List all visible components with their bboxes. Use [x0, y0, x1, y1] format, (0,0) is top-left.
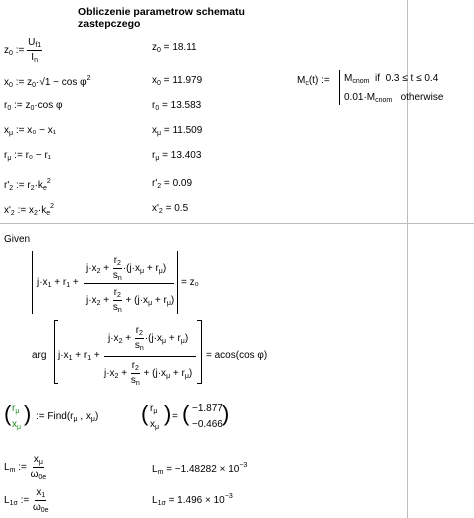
eq1-numerator: $j\cdot x_2$ + $\frac{r_2}{s_n}$ $\cdot(j\cdot x_\mu + r_\mu)$	[86, 255, 167, 282]
result-lm[interactable]: $L_m = -1.48282 \times 10^{-3}$	[152, 462, 248, 476]
eq1-left-term: $j\cdot x_1 + r_1$ +	[37, 277, 79, 289]
mc-definition[interactable]: $M_c(t)$ :=	[297, 75, 330, 87]
def-x0[interactable]: $x_0$ := $z_0\cdot√1 - \cos \varphi^2$	[4, 75, 91, 89]
abs-left-bar	[32, 251, 33, 314]
find-lhs-r: $r_\mu$	[12, 403, 20, 415]
def-x2p[interactable]: $x'_2$ := $x_2\cdot k_e^2$	[4, 203, 55, 217]
def-lm[interactable]: $L_m$ := $\frac{x_\mu}{\omega_{0e}}$	[4, 454, 47, 481]
result-x2p[interactable]: $x'_2 = 0.5$	[152, 203, 189, 215]
eq2-denominator: $j\cdot x_2$ + $\frac{r_2}{s_n}$ + $(j\cdot x_\mu + r_\mu)$	[104, 360, 193, 387]
find-res-paren-close: )	[164, 401, 172, 426]
bracket-right-top	[197, 320, 201, 321]
eq2-numerator: $j\cdot x_2$ + $\frac{r_2}{s_n}$ $\cdot(j\cdot x_\mu + r_\mu)$	[108, 325, 189, 352]
find-res-x: $x_\mu$	[150, 419, 160, 431]
find-lhs-paren-close: )	[24, 401, 32, 426]
eq2-fraction-bar	[104, 356, 196, 357]
bracket-left-bottom	[54, 383, 58, 384]
eq1-denominator: $j\cdot x_2$ + $\frac{r_2}{s_n}$ + $(j\cdot x_\mu + r_\mu)$	[86, 287, 175, 314]
def-rmu[interactable]: $r_\mu$ := r₀ − r₁	[4, 150, 52, 162]
eq1-fraction-bar	[84, 283, 174, 284]
fraction-uf1-in: $\frac{U_{f1}}{I_n}$	[28, 37, 42, 64]
result-r0[interactable]: $r_0 = 13.583$	[152, 100, 202, 112]
bracket-left	[54, 320, 55, 384]
eq1-rhs: = z₀	[181, 277, 199, 288]
mc-case-1: $M_{cnom}$ if 0.3 ≤ t ≤ 0.4	[344, 73, 439, 85]
def-xmu[interactable]: $x_\mu$ := x₀ − x₁	[4, 125, 57, 137]
find-res-eq: =	[172, 411, 178, 422]
result-xmu[interactable]: $x_\mu = 11.509$	[152, 125, 203, 137]
eq2-left-term: $j\cdot x_1 + r_1$ +	[58, 350, 100, 362]
piecewise-bar	[339, 70, 340, 105]
bracket-right-bottom	[197, 383, 201, 384]
result-rmu[interactable]: $r_\mu = 13.403$	[152, 150, 202, 162]
def-r0[interactable]: $r_0$ := $z_0\cdot\cos$ φ	[4, 100, 63, 112]
find-lhs-paren-open: (	[4, 401, 12, 426]
result-x0[interactable]: $x_0 = 11.979$	[152, 75, 203, 87]
result-l1sigma[interactable]: $L_{1\sigma} = 1.496 \times 10^{-3}$	[152, 493, 233, 507]
find-res-paren-open: (	[141, 401, 149, 426]
find-call[interactable]: := $Find(r_\mu$ , $x_\mu$)	[36, 411, 99, 423]
mc-case-2: $0.01\cdot M_{cnom}$ otherwise	[344, 92, 444, 104]
find-res-value-1: −1.877	[192, 403, 223, 414]
eq2-rhs: = acos(cos φ)	[206, 350, 268, 361]
find-lhs-x: $x_\mu$	[12, 419, 22, 431]
eq2-arg: arg	[32, 350, 47, 361]
find-res-r: $r_\mu$	[150, 403, 158, 415]
def-l1sigma[interactable]: $L_{1\sigma}$ := $\frac{x_1}{\omega_{0e}}$	[4, 487, 49, 514]
result-z0[interactable]: $z_0 = 18.11$	[152, 42, 197, 54]
section-title: Obliczenie parametrow schematu zastepczego	[78, 6, 245, 30]
given-keyword: Given	[4, 234, 31, 245]
page-guide-horizontal	[0, 223, 474, 224]
def-z0[interactable]: $z_0$ := $\frac{U_{f1}}{I_n}$	[4, 37, 42, 64]
result-r2p[interactable]: $r'_2 = 0.09$	[152, 178, 193, 190]
find-val-paren-close: )	[222, 401, 230, 426]
abs-right-bar	[177, 251, 178, 314]
bracket-right	[201, 320, 202, 384]
def-r2p[interactable]: $r'_2$ := $r_2\cdot k_e^2$	[4, 178, 51, 192]
bracket-left-top	[54, 320, 58, 321]
find-res-value-2: −0.466	[192, 419, 223, 430]
find-val-paren-open: (	[182, 401, 190, 426]
